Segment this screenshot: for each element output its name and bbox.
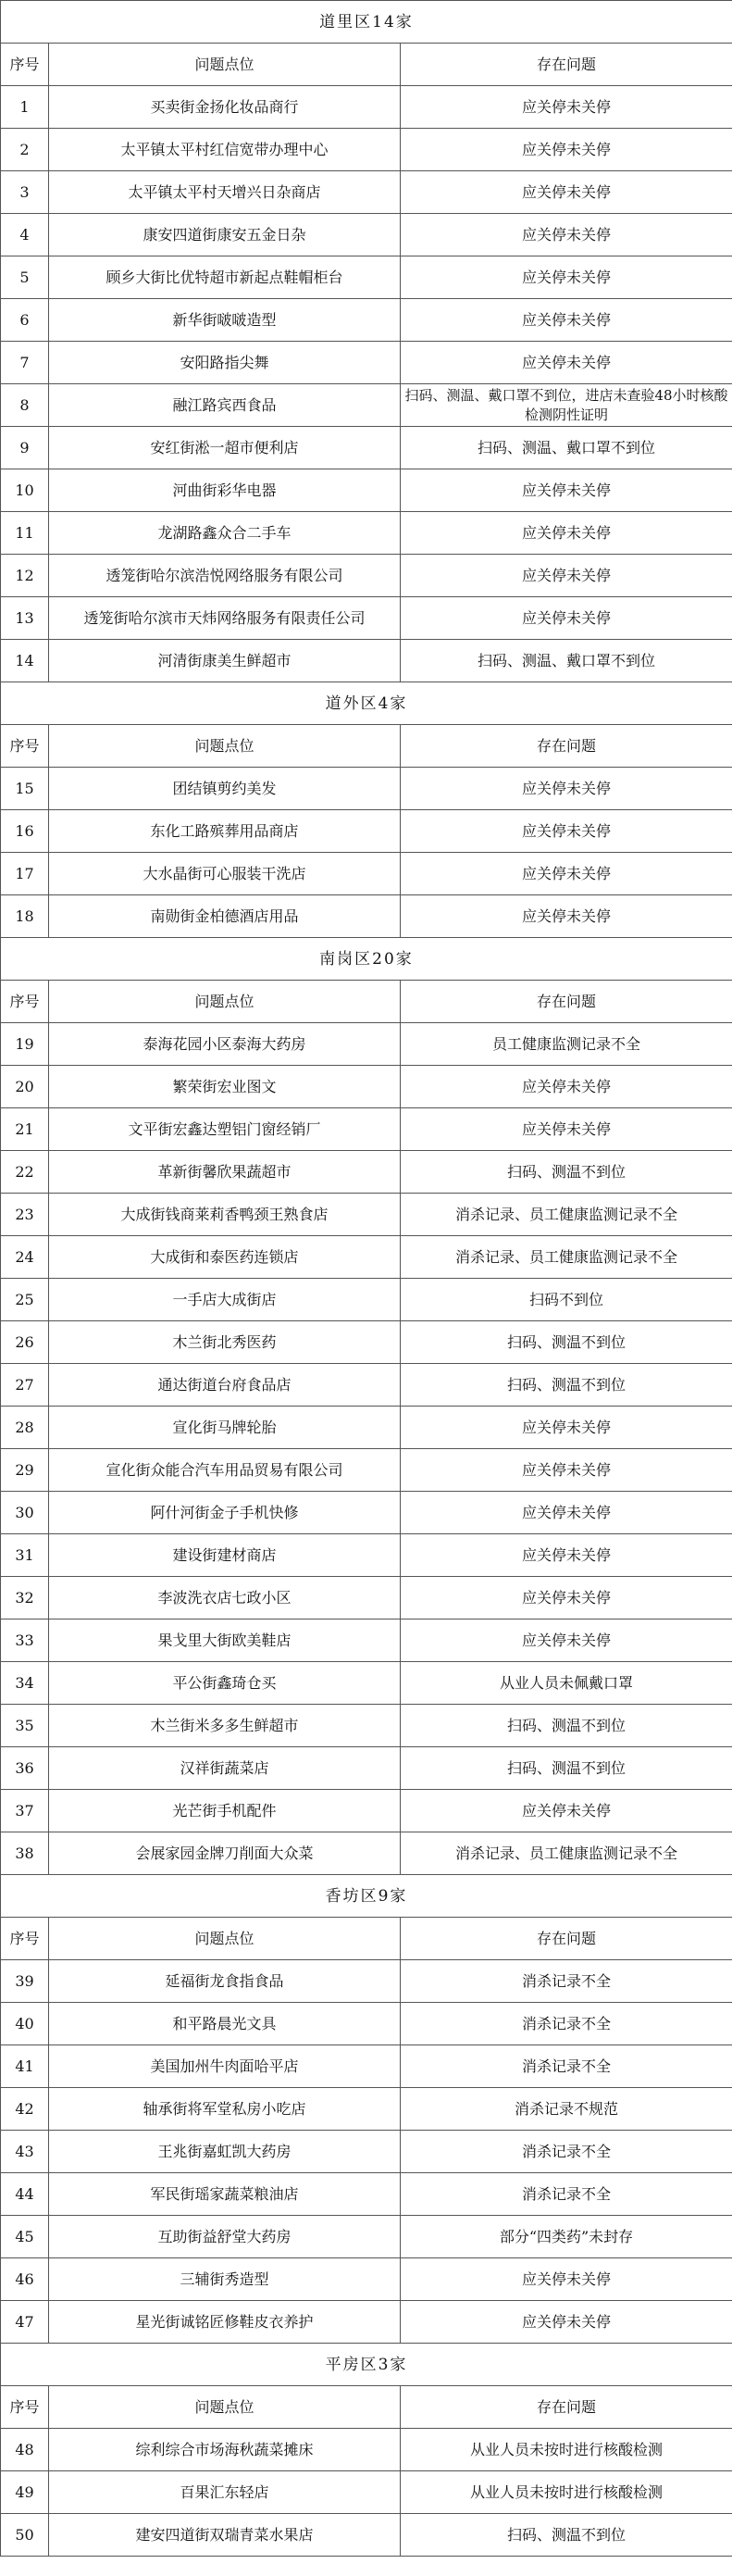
row-issue: 从业人员未按时进行核酸检测 [401,2471,732,2514]
row-location: 团结镇剪约美发 [49,768,401,810]
row-location: 三辅街秀造型 [49,2258,401,2301]
row-location: 宣化街众能合汽车用品贸易有限公司 [49,1449,401,1492]
table-row [1,1662,732,1705]
table-row [1,853,732,895]
row-issue: 应关停未关停 [401,512,732,555]
table-row [1,2088,732,2131]
row-location: 繁荣街宏业图文 [49,1066,401,1108]
row-location: 木兰街米多多生鲜超市 [49,1705,401,1747]
table-row [1,1960,732,2003]
row-location: 延福街龙食指食品 [49,1960,401,2003]
column-header-row [1,44,732,86]
row-location: 美国加州牛肉面哈平店 [49,2045,401,2088]
row-number: 38 [1,1832,49,1875]
row-number: 34 [1,1662,49,1705]
row-location: 星光街诚铭匠修鞋皮衣养护 [49,2301,401,2344]
row-number: 50 [1,2514,49,2557]
row-number: 43 [1,2131,49,2173]
col-header-issue: 存在问题 [401,981,732,1023]
table-row [1,1066,732,1108]
row-number: 22 [1,1151,49,1194]
row-issue: 应关停未关停 [401,1790,732,1832]
table-row [1,2173,732,2216]
table-row [1,427,732,469]
row-issue: 应关停未关停 [401,1492,732,1534]
row-number: 11 [1,512,49,555]
col-header-no: 序号 [1,725,49,768]
row-number: 47 [1,2301,49,2344]
col-header-location: 问题点位 [49,725,401,768]
row-issue: 扫码、测温、戴口罩不到位，进店未查验48小时核酸检测阴性证明 [401,384,732,427]
row-location: 和平路晨光文具 [49,2003,401,2045]
section-header-row [1,1875,732,1918]
row-location: 王兆街嘉虹凯大药房 [49,2131,401,2173]
table-row [1,512,732,555]
row-number: 21 [1,1108,49,1151]
col-header-no: 序号 [1,1918,49,1960]
table-row [1,1747,732,1790]
row-issue: 消杀记录、员工健康监测记录不全 [401,1236,732,1279]
row-location: 宣化街马牌轮胎 [49,1407,401,1449]
table-row [1,2216,732,2258]
row-location: 顾乡大街比优特超市新起点鞋帽柜台 [49,256,401,299]
column-header-row [1,981,732,1023]
row-number: 18 [1,895,49,938]
row-location: 透笼街哈尔滨市天炜网络服务有限责任公司 [49,597,401,640]
section-title: 道外区4家 [1,682,732,725]
table-row [1,1279,732,1321]
row-issue: 扫码、测温不到位 [401,1321,732,1364]
row-issue: 消杀记录不全 [401,2003,732,2045]
table-row [1,1832,732,1875]
row-location: 轴承街将军堂私房小吃店 [49,2088,401,2131]
table-row [1,214,732,256]
row-number: 27 [1,1364,49,1407]
table-row [1,469,732,512]
col-header-no: 序号 [1,981,49,1023]
row-location: 河曲街彩华电器 [49,469,401,512]
row-number: 48 [1,2429,49,2471]
col-header-no: 序号 [1,44,49,86]
section-header-row [1,1,732,44]
row-location: 李波洗衣店七政小区 [49,1577,401,1619]
row-number: 45 [1,2216,49,2258]
table-row [1,768,732,810]
table-row [1,1534,732,1577]
row-location: 文平街宏鑫达塑铝门窗经销厂 [49,1108,401,1151]
row-location: 东化工路殡葬用品商店 [49,810,401,853]
table-row [1,1705,732,1747]
col-header-issue: 存在问题 [401,725,732,768]
row-location: 会展家园金牌刀削面大众菜 [49,1832,401,1875]
row-number: 20 [1,1066,49,1108]
row-issue: 消杀记录不全 [401,2173,732,2216]
row-location: 康安四道街康安五金日杂 [49,214,401,256]
table-row [1,86,732,129]
table-row [1,1619,732,1662]
row-number: 17 [1,853,49,895]
table-row [1,2045,732,2088]
column-header-row [1,1918,732,1960]
row-location: 太平镇太平村天增兴日杂商店 [49,171,401,214]
table-row [1,1236,732,1279]
row-location: 汉祥街蔬菜店 [49,1747,401,1790]
row-issue: 应关停未关停 [401,129,732,171]
table-row [1,2131,732,2173]
row-location: 互助街益舒堂大药房 [49,2216,401,2258]
row-issue: 应关停未关停 [401,895,732,938]
row-location: 河清街康美生鲜超市 [49,640,401,682]
col-header-location: 问题点位 [49,44,401,86]
table-row [1,2258,732,2301]
table-row [1,1364,732,1407]
row-number: 7 [1,342,49,384]
row-issue: 扫码不到位 [401,1279,732,1321]
row-number: 12 [1,555,49,597]
row-issue: 扫码、测温不到位 [401,1151,732,1194]
row-number: 15 [1,768,49,810]
row-number: 40 [1,2003,49,2045]
row-location: 建设街建材商店 [49,1534,401,1577]
row-number: 39 [1,1960,49,2003]
row-number: 42 [1,2088,49,2131]
table-row [1,1151,732,1194]
table-row [1,1449,732,1492]
row-location: 泰海花园小区泰海大药房 [49,1023,401,1066]
row-issue: 应关停未关停 [401,2258,732,2301]
row-issue: 消杀记录不全 [401,2045,732,2088]
col-header-location: 问题点位 [49,2386,401,2429]
row-issue: 应关停未关停 [401,853,732,895]
section-header-row [1,682,732,725]
table-row [1,1492,732,1534]
col-header-location: 问题点位 [49,1918,401,1960]
row-location: 大成街钱商莱莉香鸭颈王熟食店 [49,1194,401,1236]
table-row [1,1108,732,1151]
row-number: 35 [1,1705,49,1747]
row-location: 安阳路指尖舞 [49,342,401,384]
row-issue: 消杀记录不全 [401,1960,732,2003]
section-title: 南岗区20家 [1,938,732,981]
row-number: 26 [1,1321,49,1364]
row-number: 41 [1,2045,49,2088]
row-location: 太平镇太平村红信宽带办理中心 [49,129,401,171]
row-location: 光芒街手机配件 [49,1790,401,1832]
row-issue: 应关停未关停 [401,214,732,256]
row-location: 综利综合市场海秋蔬菜摊床 [49,2429,401,2471]
row-number: 8 [1,384,49,427]
row-location: 大成街和泰医药连锁店 [49,1236,401,1279]
row-number: 29 [1,1449,49,1492]
row-number: 19 [1,1023,49,1066]
table-row [1,1407,732,1449]
table-body [1,1,732,2557]
table-row [1,256,732,299]
table-row [1,597,732,640]
table-row [1,342,732,384]
table-row [1,2471,732,2514]
row-number: 6 [1,299,49,342]
row-issue: 消杀记录不全 [401,2131,732,2173]
row-location: 安红街淞一超市便利店 [49,427,401,469]
row-issue: 应关停未关停 [401,1534,732,1577]
row-issue: 应关停未关停 [401,1108,732,1151]
row-location: 通达街道台府食品店 [49,1364,401,1407]
row-issue: 扫码、测温不到位 [401,1705,732,1747]
row-issue: 应关停未关停 [401,1066,732,1108]
row-issue: 扫码、测温、戴口罩不到位 [401,427,732,469]
row-location: 龙湖路鑫众合二手车 [49,512,401,555]
row-location: 木兰街北秀医药 [49,1321,401,1364]
row-location: 融江路宾西食品 [49,384,401,427]
row-location: 军民街瑶家蔬菜粮油店 [49,2173,401,2216]
row-number: 4 [1,214,49,256]
col-header-issue: 存在问题 [401,1918,732,1960]
row-issue: 应关停未关停 [401,2301,732,2344]
row-issue: 应关停未关停 [401,555,732,597]
row-number: 2 [1,129,49,171]
section-title: 平房区3家 [1,2344,732,2386]
row-issue: 消杀记录、员工健康监测记录不全 [401,1832,732,1875]
table-row [1,1790,732,1832]
table-row [1,640,732,682]
section-header-row [1,2344,732,2386]
table-row [1,171,732,214]
row-number: 36 [1,1747,49,1790]
table-row [1,299,732,342]
row-location: 阿什河街金子手机快修 [49,1492,401,1534]
row-issue: 消杀记录不规范 [401,2088,732,2131]
row-issue: 消杀记录、员工健康监测记录不全 [401,1194,732,1236]
table-row [1,1321,732,1364]
table-row [1,555,732,597]
section-header-row [1,938,732,981]
column-header-row [1,725,732,768]
row-issue: 应关停未关停 [401,1619,732,1662]
table-row [1,1194,732,1236]
row-location: 百果汇东轻店 [49,2471,401,2514]
row-issue: 扫码、测温、戴口罩不到位 [401,640,732,682]
row-issue: 从业人员未佩戴口罩 [401,1662,732,1705]
row-location: 果戈里大街欧美鞋店 [49,1619,401,1662]
section-title: 香坊区9家 [1,1875,732,1918]
section-title: 道里区14家 [1,1,732,44]
row-number: 23 [1,1194,49,1236]
row-number: 25 [1,1279,49,1321]
col-header-location: 问题点位 [49,981,401,1023]
row-issue: 应关停未关停 [401,1577,732,1619]
column-header-row [1,2386,732,2429]
row-number: 1 [1,86,49,129]
row-location: 新华街啵啵造型 [49,299,401,342]
table-row [1,2514,732,2557]
row-number: 3 [1,171,49,214]
row-number: 24 [1,1236,49,1279]
row-issue: 部分“四类药”未封存 [401,2216,732,2258]
row-number: 14 [1,640,49,682]
row-issue: 扫码、测温不到位 [401,1364,732,1407]
row-issue: 扫码、测温不到位 [401,1747,732,1790]
row-location: 建安四道街双瑞青菜水果店 [49,2514,401,2557]
table-row [1,810,732,853]
row-number: 37 [1,1790,49,1832]
row-location: 平公街鑫琦仓买 [49,1662,401,1705]
row-issue: 应关停未关停 [401,768,732,810]
row-issue: 从业人员未按时进行核酸检测 [401,2429,732,2471]
row-issue: 应关停未关停 [401,597,732,640]
row-issue: 应关停未关停 [401,810,732,853]
col-header-no: 序号 [1,2386,49,2429]
row-issue: 应关停未关停 [401,1407,732,1449]
table-row [1,1577,732,1619]
row-number: 30 [1,1492,49,1534]
col-header-issue: 存在问题 [401,44,732,86]
row-location: 革新街馨欣果蔬超市 [49,1151,401,1194]
row-issue: 应关停未关停 [401,1449,732,1492]
row-issue: 应关停未关停 [401,469,732,512]
row-location: 买卖街金扬化妆品商行 [49,86,401,129]
row-issue: 应关停未关停 [401,299,732,342]
table-row [1,2301,732,2344]
row-number: 44 [1,2173,49,2216]
row-location: 一手店大成街店 [49,1279,401,1321]
row-number: 5 [1,256,49,299]
row-number: 16 [1,810,49,853]
table-row [1,2429,732,2471]
row-issue: 扫码、测温不到位 [401,2514,732,2557]
row-location: 透笼街哈尔滨浩悦网络服务有限公司 [49,555,401,597]
row-issue: 应关停未关停 [401,256,732,299]
table-row [1,1023,732,1066]
row-issue: 员工健康监测记录不全 [401,1023,732,1066]
row-number: 46 [1,2258,49,2301]
row-location: 大水晶街可心服装干洗店 [49,853,401,895]
row-number: 28 [1,1407,49,1449]
row-number: 13 [1,597,49,640]
row-number: 49 [1,2471,49,2514]
row-number: 31 [1,1534,49,1577]
table-row [1,384,732,427]
row-issue: 应关停未关停 [401,86,732,129]
row-number: 33 [1,1619,49,1662]
row-issue: 应关停未关停 [401,171,732,214]
row-location: 南勋街金柏德酒店用品 [49,895,401,938]
row-issue: 应关停未关停 [401,342,732,384]
row-number: 9 [1,427,49,469]
table-row [1,129,732,171]
row-number: 32 [1,1577,49,1619]
row-number: 10 [1,469,49,512]
col-header-issue: 存在问题 [401,2386,732,2429]
table-row [1,895,732,938]
table-row [1,2003,732,2045]
